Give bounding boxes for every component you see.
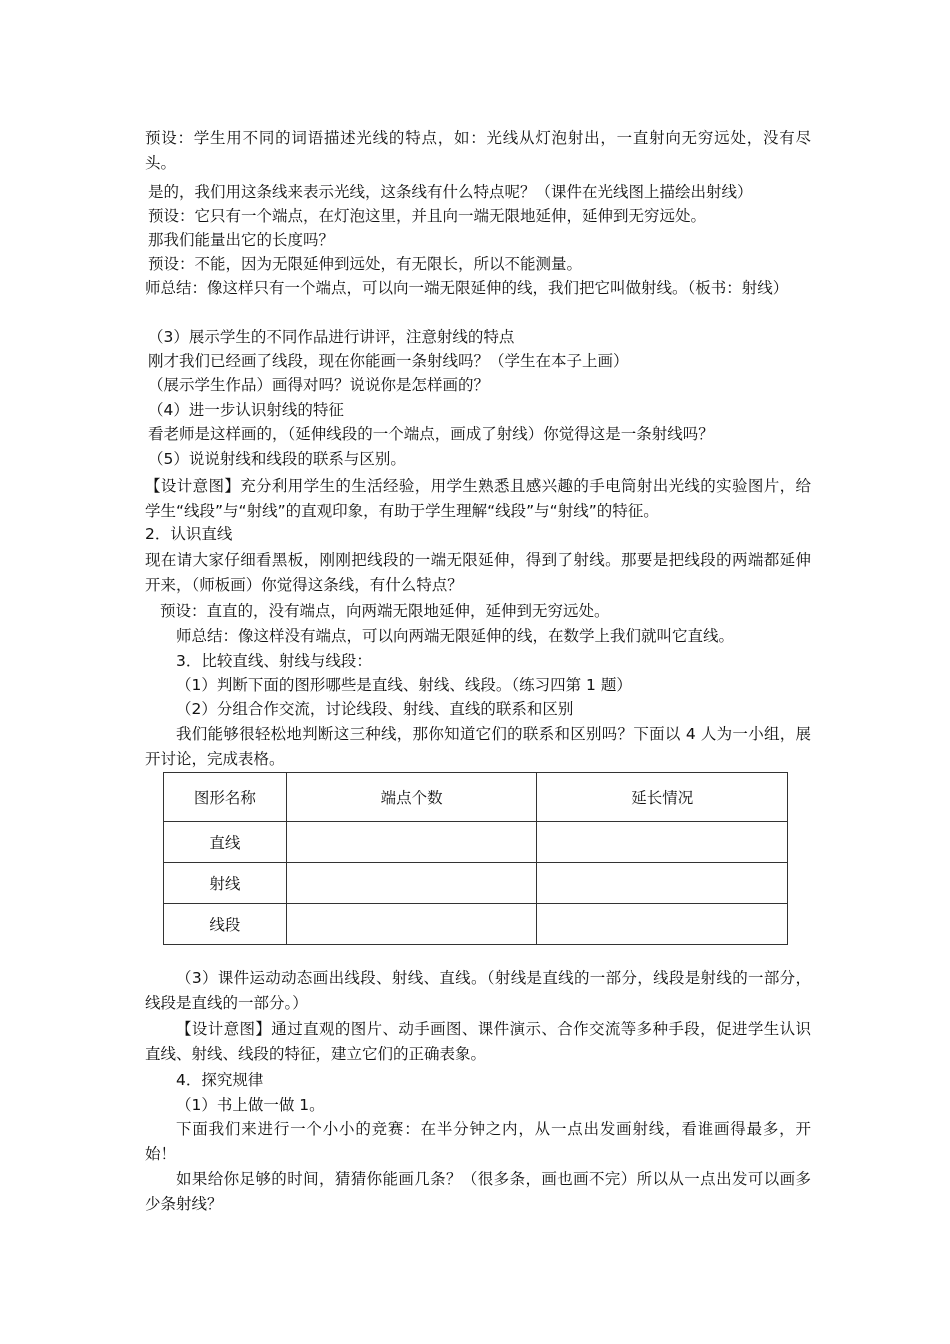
- comparison-table: [163, 772, 788, 945]
- table-row: [164, 822, 788, 863]
- table-cell-extension: [537, 863, 788, 904]
- paragraph-book-exercise: （1）书上做一做 1。: [176, 1096, 325, 1114]
- paragraph-preset-cannot: 预设：不能，因为无限延伸到远处，有无限长，所以不能测量。: [148, 255, 583, 273]
- paragraph-teacher-draw: 看老师是这样画的，（延伸线段的一个端点，画成了射线）你觉得这是一条射线吗？: [148, 425, 714, 443]
- table-cell-shape-name: 线段: [164, 904, 287, 945]
- paragraph-compare-1: （1）判断下面的图形哪些是直线、射线、线段。（练习四第 1 题）: [176, 676, 632, 694]
- paragraph-teacher-summary-line: 师总结：像这样没有端点，可以向两端无限延伸的线，在数学上我们就叫它直线。: [176, 627, 735, 645]
- heading-know-straight-line: 2．认识直线: [145, 525, 233, 543]
- paragraph-compare-2: （2）分组合作交流，讨论线段、射线、直线的联系和区别: [176, 700, 574, 718]
- paragraph-show-works: （展示学生作品）画得对吗？说说你是怎样画的？: [148, 376, 490, 394]
- table-cell-endpoints: [286, 904, 537, 945]
- paragraph-enough-time: 如果给你足够的时间，猜猜你能画几条？（很多条，画也画不完）所以从一点出发可以画多少条射线？: [145, 1170, 811, 1213]
- table-cell-endpoints: [286, 863, 537, 904]
- table-cell-shape-name: 射线: [164, 863, 287, 904]
- table-row: [164, 904, 788, 945]
- table-cell-endpoints: [286, 822, 537, 863]
- paragraph-measure-question: 那我们能量出它的长度吗？: [148, 231, 335, 249]
- paragraph-preset-endpoint: 预设：它只有一个端点，在灯泡这里，并且向一端无限地延伸，延伸到无穷远处。: [148, 207, 707, 225]
- table-cell-extension: [537, 904, 788, 945]
- paragraph-design-intent-2: 【设计意图】通过直观的图片、动手画图、课件演示、合作交流等多种手段，促进学生认识直线、射线、线段的特征，建立它们的正确表象。: [145, 1020, 811, 1063]
- paragraph-step-4: （4）进一步认识射线的特征: [148, 401, 344, 419]
- table-cell-extension: [537, 822, 788, 863]
- heading-explore-rule: 4．探究规律: [176, 1071, 264, 1089]
- table-row: [164, 863, 788, 904]
- heading-compare: 3．比较直线、射线与线段：: [176, 652, 372, 670]
- paragraph-step-5: （5）说说射线和线段的联系与区别。: [148, 450, 406, 468]
- paragraph-competition: 下面我们来进行一个小小的竞赛：在半分钟之内，从一点出发画射线，看谁画得最多，开始！: [145, 1120, 811, 1163]
- table-header-row: [164, 773, 788, 822]
- table-header-cell: 端点个数: [286, 773, 537, 822]
- paragraph-light-feature: 是的，我们用这条线来表示光线，这条线有什么特点呢？（课件在光线图上描绘出射线）: [148, 183, 753, 201]
- paragraph-group-discussion: 我们能够很轻松地判断这三种线，那你知道它们的联系和区别吗？下面以 4 人为一小组，展开讨论，完成表格。: [145, 725, 811, 768]
- table-header-cell: 图形名称: [164, 773, 287, 822]
- paragraph-preset-light: 预设：学生用不同的词语描述光线的特点，如：光线从灯泡射出，一直射向无穷远处，没有尽头。: [145, 129, 811, 172]
- table-header-cell: 延长情况: [537, 773, 788, 822]
- paragraph-design-intent-1: 【设计意图】充分利用学生的生活经验，用学生熟悉且感兴趣的手电筒射出光线的实验图片，给学生“线段”与“射线”的直观印象，有助于学生理解“线段”与“射线”的特征。: [145, 477, 811, 520]
- paragraph-preset-straight: 预设：直直的，没有端点，向两端无限地延伸，延伸到无穷远处。: [160, 602, 610, 620]
- paragraph-animation: （3）课件运动动态画出线段、射线、直线。（射线是直线的一部分，线段是射线的一部分，线段是直线的一部分。）: [145, 969, 811, 1012]
- paragraph-draw-ray: 刚才我们已经画了线段，现在你能画一条射线吗？（学生在本子上画）: [148, 352, 629, 370]
- paragraph-blackboard: 现在请大家仔细看黑板，刚刚把线段的一端无限延伸，得到了射线。那要是把线段的两端都延伸开来，（师板画）你觉得这条线，有什么特点？: [145, 551, 811, 594]
- table-cell-shape-name: 直线: [164, 822, 287, 863]
- paragraph-teacher-summary-ray: 师总结：像这样只有一个端点，可以向一端无限延伸的线，我们把它叫做射线。（板书：射线）: [145, 279, 789, 297]
- paragraph-step-3: （3）展示学生的不同作品进行讲评，注意射线的特点: [148, 328, 515, 346]
